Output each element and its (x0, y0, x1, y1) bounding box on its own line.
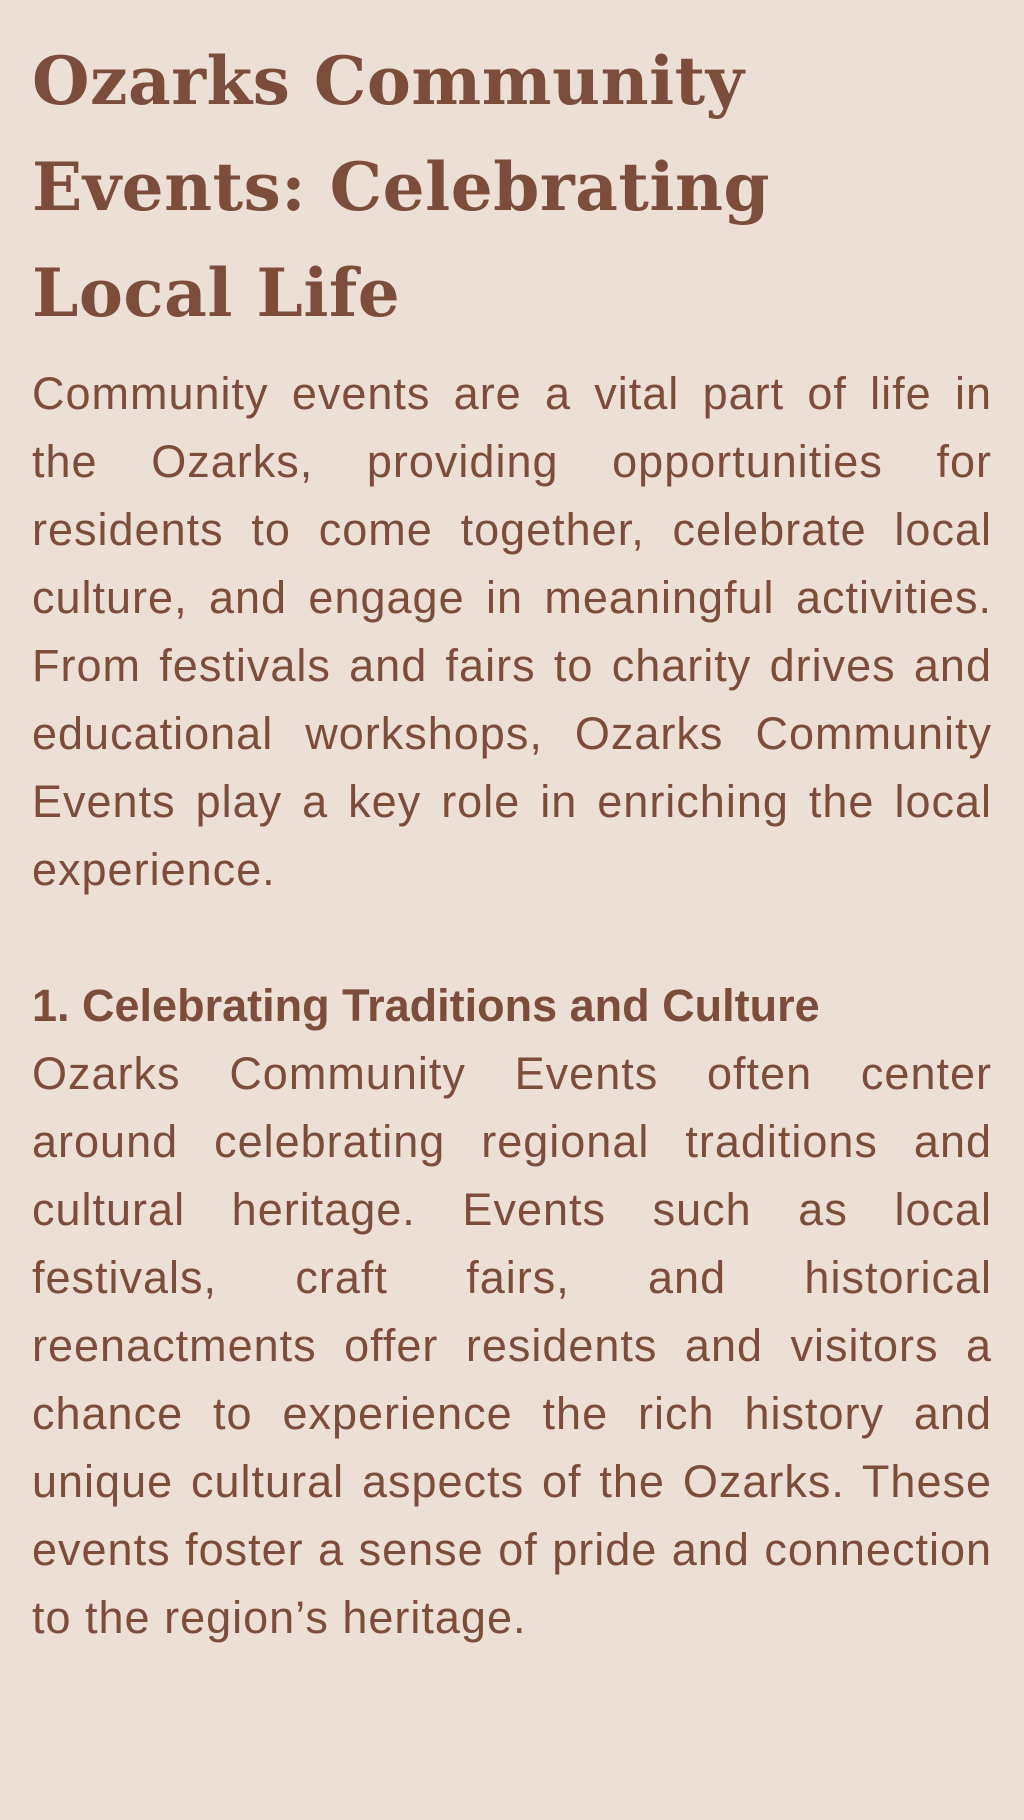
intro-paragraph: Community events are a vital part of life in the Ozarks, providing opportunities for residents to come together, celebrate local culture, and engage in meaningful activities. From festivals and fairs to charity drives and educational workshops, Ozarks Community Events play a key role in enriching the local experience. (32, 368, 992, 895)
page-title: Ozarks Community Events: Celebrating Local Life (32, 42, 771, 332)
section-body: Ozarks Community Events often center around celebrating regional traditions and cultural heritage. Events such as local festivals, craft fairs, and historical reenactments offer residents and visitors a chance to experience the rich history and unique cultural aspects of the Ozarks. These events foster a sense of pride and connection to the region’s heritage. (32, 1048, 992, 1643)
section-heading: 1. Celebrating Traditions and Culture (32, 980, 820, 1031)
